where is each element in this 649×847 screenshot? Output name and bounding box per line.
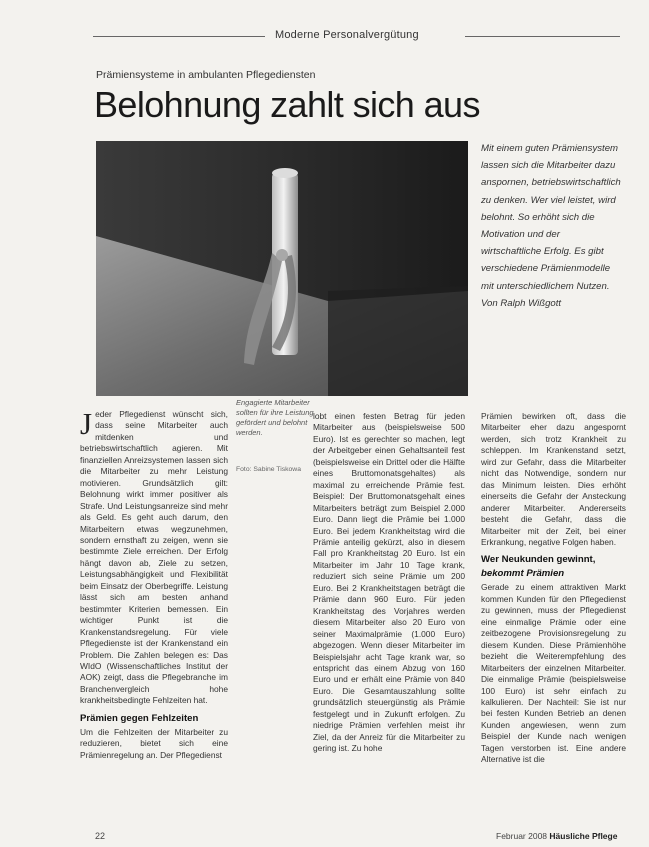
subheading-continued: bekommt Prämien bbox=[481, 568, 565, 580]
subheading: Wer Neukunden gewinnt, bbox=[481, 554, 596, 566]
body-paragraph: Prämien bewirken oft, dass die Mitarbeiter eher dazu angespornt werden, sich trotz Krankheit zu schleppen. Im Krankenstand setzt, wird zur Gefahr, dass die Mitarbeiter nicht das Notwendige, sondern nur das Minimum leisten. Dies erhöht einerseits die Gefahr der Ansteckung anderer Mitarbeiter. Andererseits besteht die Gefahr, dass die Mitarbeiter mit der Zeit, bei einer Erkrankung, negative Folgen haben. bbox=[481, 411, 626, 547]
photo-illustration bbox=[96, 141, 468, 396]
body-paragraph: Um die Fehlzeiten der Mitarbeiter zu reduzieren, bietet sich eine Prämienregelung an. Der Pflegedienst bbox=[80, 726, 228, 760]
subheading: Prämien gegen Fehlzeiten bbox=[80, 712, 199, 724]
body-column-1 bbox=[80, 406, 228, 761]
header-rule-right bbox=[465, 36, 620, 37]
intro-text: Mit einem guten Prämiensystem lassen sich die Mitarbeiter dazu anspornen, betriebswirtschaftlich zu denken. Wer viel leistet, wird belohnt. So erhöht sich die Motivation und der wirtschaftliche Erfolg. Es gibt verschiedene Prämienmodelle mit unterschiedlichem Nutzen. Von Ralph Wißgott bbox=[481, 143, 621, 309]
issue-date: Februar 2008 bbox=[496, 831, 548, 841]
body-paragraph: Gerade zu einem attraktiven Markt kommen Kunden für den Pflegedienst zu gewinnen, muss der Pflegedienst eine einmalige Prämie oder eine zeitbezogene Provisionsregelung zu diesem Kunden. Diese Prämienhöhe bezieht die Weiterempfehlung des Mitarbeiters der einzelnen Mitarbeiter. Die einmalige Prämie (beispielsweise 100 Euro) ist sehr einfach zu kalkulieren. Der Nachteil: Sie ist nur bei festen Kunden Betrieb an denen Kunden angewiesen, wenn zum Beispiel der Kunde nach wenigen Tagen verstorben ist. Eine andere Alternative ist die bbox=[481, 582, 626, 765]
photo-credit: Foto: Sabine Tiskowa bbox=[236, 466, 301, 473]
page-number: 22 bbox=[95, 831, 106, 841]
section-label: Moderne Personalvergütung bbox=[275, 29, 419, 41]
body-paragraph: eder Pflegedienst wünscht sich, dass seine Mitarbeiter auch mitdenken und betriebswirtschaftlich agieren. Mit finanziellen Anreizsystemen lassen sich die Mitarbeiter zu mehr Leistung motivieren. Grundsätzlich gilt: Belohnung wirkt immer positiver als Strafe. Und Leistungsanreize sind mehr als Geld. Es geht auch darum, den Mitarbeitern etwas wegzunehmen, sondern ernsthaft zu zeigen, wenn sie bestimmte Ziele erreichen. Der Erfolg hängt davon ab, Ziele zu setzen, Leistungsabhängigkeit und Flexibilität beim Einsatz der Oberbegriffe. Leistung lässt sich am besten anhand bestimmter Kriterien bemessen. Ein wichtiger Punkt ist die Krankenstandsregelung. Für viele Pflegedienste ist der Krankenstand ein Problem. Die Zahlen belegen es: Das WIdO (Wissenschaftliches Institut der AOK) zeigt, dass die Pflegebranche im Branchenvergleich hohe krankheitsbedingte Fehlzeiten hat. bbox=[80, 409, 228, 706]
headline: Belohnung zahlt sich aus bbox=[94, 84, 480, 125]
body-paragraph: lobt einen festen Betrag für jeden Mitarbeiter aus (beispielsweise 500 Euro). Ist es gerechter so machen, legt der Arbeitgeber einen Gehaltsanteil fest (beispielsweise ein Drittel oder die Hälfte eines Bruttomonatsgehaltes) als maximal zu erreichende Prämie fest. Beispiel: Der Bruttomonatsgehalt eines Mitarbeiters beträgt zum Beispiel 2.000 Euro. Dann liegt die Prämie bei 1.000 Euro. Bei jedem Krankheitstag wird die Prämie anteilig gekürzt, also in diesem Fall pro Krankheitstag 20 Euro. Ist ein Mitarbeiter im Jahr 10 Tage krank, reduziert sich seine Prämie um 200 Euro. Bei 2 Krankheitstagen beträgt die Prämie dann 960 Euro. Für jeden Krankheitstag des Vorjahres werden diesem Mitarbeiter also 20 Euro von seiner Maximalprämie (1.000 Euro) abgezogen. Wenn dieser Mitarbeiter im Beispielsjahr acht Tage krank war, so entspricht das einem Abzug von 160 Euro und er erhält eine Prämie von 840 Euro. Die Gesamtauszahlung sollte grundsätzlich steuergünstig als Prämie festgelegt und in Zukunft erfolgen. Zu niedrige Prämien verfehlen meist ihr Ziel, da der Anreiz für die Mitarbeiter zu gering ist. Zu hohe bbox=[313, 411, 465, 754]
photo-caption: Engagierte Mitarbeiter sollten für ihre Leistung gefördert und belohnt werden. bbox=[236, 398, 314, 437]
body-column-3 bbox=[481, 411, 626, 766]
footer-issue bbox=[496, 831, 617, 841]
kicker: Prämiensysteme in ambulanten Pflegediensten bbox=[96, 69, 316, 81]
body-column-2 bbox=[313, 411, 465, 755]
article-photo bbox=[96, 141, 468, 396]
drop-cap: J bbox=[80, 406, 93, 441]
header-rule-left bbox=[93, 36, 265, 37]
magazine-name: Häusliche Pflege bbox=[549, 831, 618, 841]
